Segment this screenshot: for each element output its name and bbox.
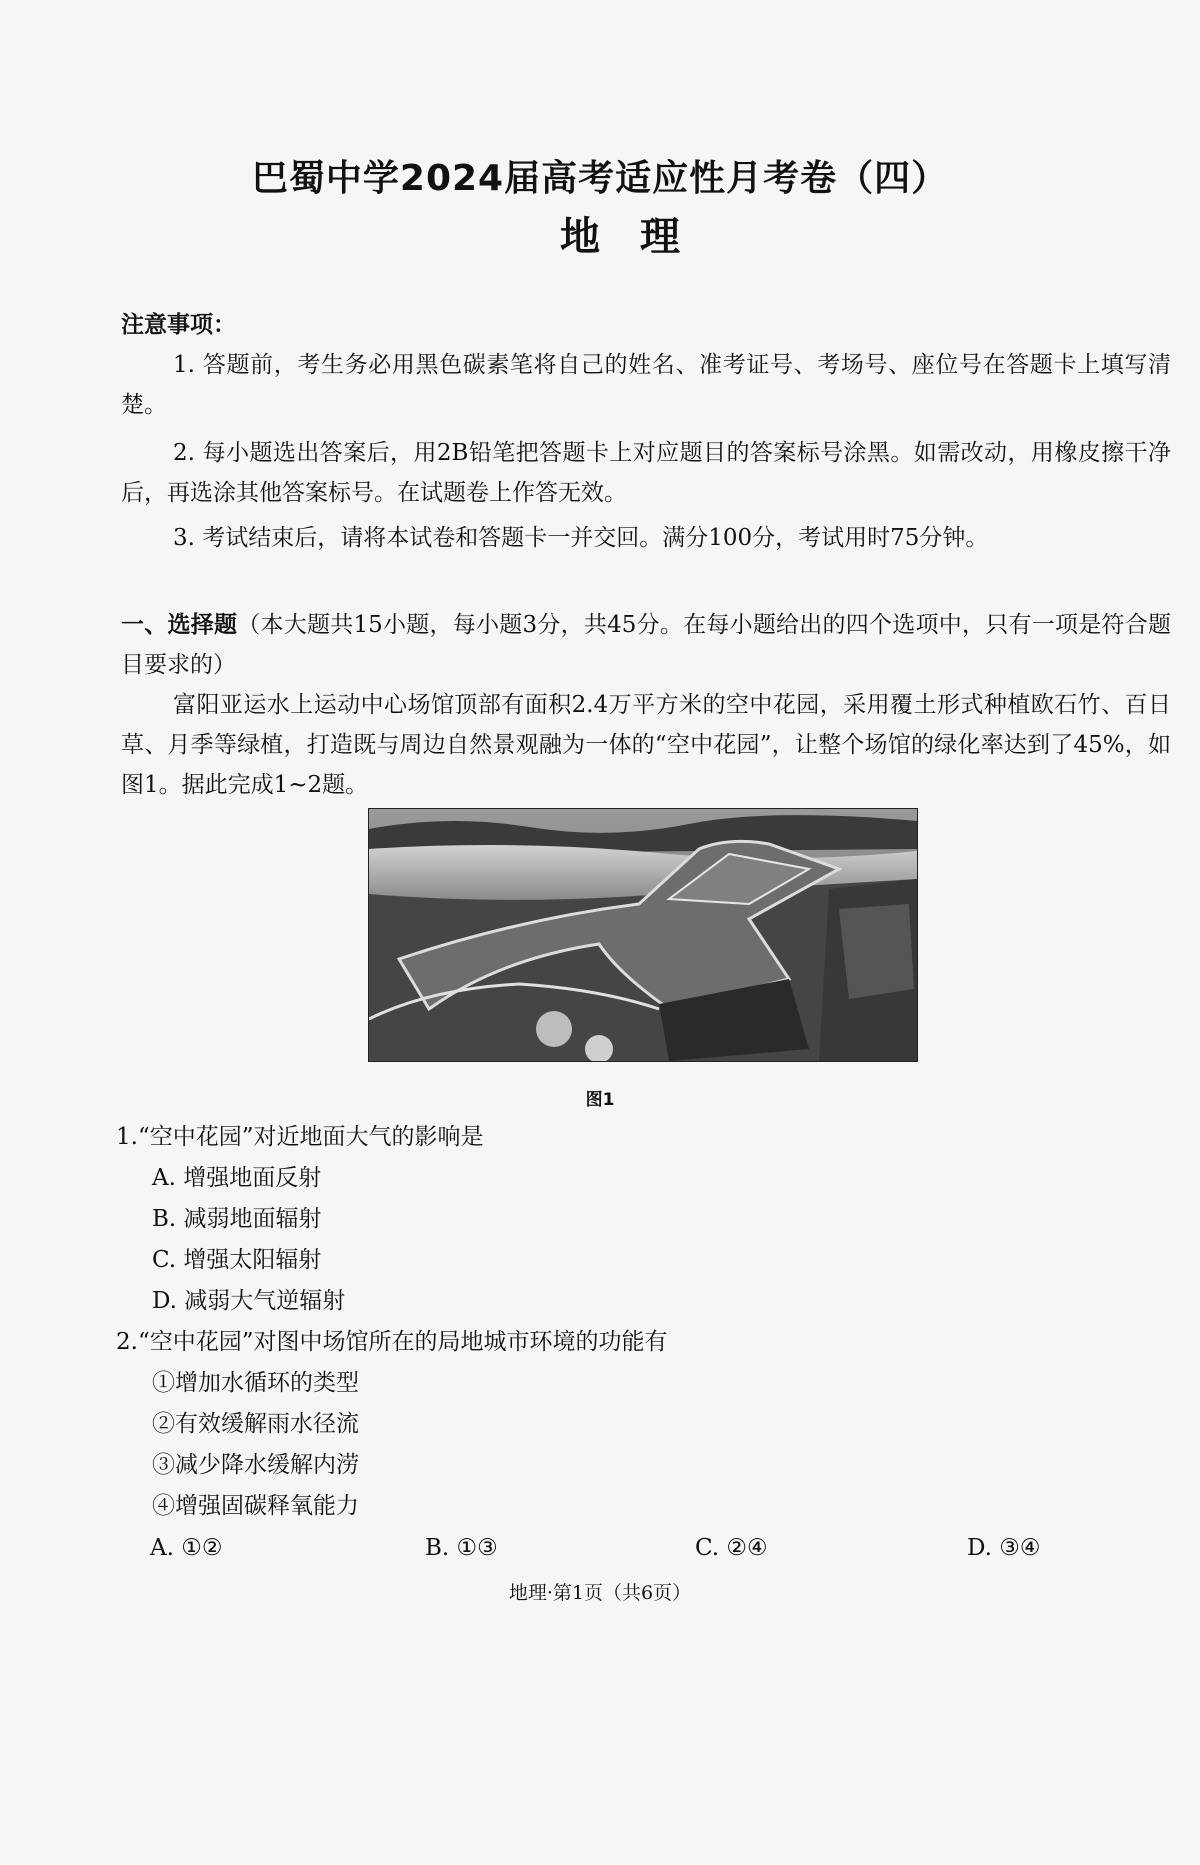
stadium-aerial-image [369, 809, 917, 1061]
question-2-option-a: A. ①② [150, 1535, 223, 1561]
passage-text: 富阳亚运水上运动中心场馆顶部有面积2.4万平方米的空中花园，采用覆土形式种植欧石竹、百日草、月季等绿植，打造既与周边自然景观融为一体的“空中花园”，让整个场馆的绿化率达到了45%，如图1。据此完成1~2题。 [121, 692, 1171, 798]
question-1-option-d: D. 减弱大气逆辐射 [152, 1288, 346, 1314]
section-instruction: （本大题共15小题，每小题3分，共45分。在每小题给出的四个选项中，只有一项是符合题目要求的） [121, 612, 1171, 678]
question-1-option-b: B. 减弱地面辐射 [152, 1206, 322, 1232]
question-2-statement-3: ③减少降水缓解内涝 [152, 1452, 359, 1478]
figure-photo [368, 808, 918, 1062]
notice-item-1: 1. 答题前，考生务必用黑色碳素笔将自己的姓名、准考证号、考场号、座位号在答题卡上填写清楚。 [121, 352, 1171, 418]
question-2-statement-2: ②有效缓解雨水径流 [152, 1411, 359, 1437]
question-2-option-c: C. ②④ [695, 1535, 768, 1561]
question-2-statement-4: ④增强固碳释氧能力 [152, 1493, 359, 1519]
figure-caption: 图1 [585, 1090, 615, 1110]
notice-heading: 注意事项： [121, 312, 236, 338]
question-2-stem: 2.“空中花园”对图中场馆所在的局地城市环境的功能有 [116, 1329, 668, 1355]
notice-item-2: 2. 每小题选出答案后，用2B铅笔把答题卡上对应题目的答案标号涂黑。如需改动，用橡皮擦干净后，再选涂其他答案标号。在试题卷上作答无效。 [121, 440, 1171, 506]
question-1-option-a: A. 增强地面反射 [152, 1165, 322, 1191]
page-footer: 地理·第1页（共6页） [508, 1582, 692, 1604]
section-intro [121, 605, 1171, 685]
section-heading: 一、选择题 [121, 612, 238, 638]
question-1-stem: 1.“空中花园”对近地面大气的影响是 [116, 1124, 484, 1150]
exam-title: 巴蜀中学2024届高考适应性月考卷（四） [251, 158, 949, 199]
question-1-option-c: C. 增强太阳辐射 [152, 1247, 322, 1273]
question-2-option-b: B. ①③ [425, 1535, 498, 1561]
question-2-option-d: D. ③④ [967, 1535, 1041, 1561]
notice-item-3: 3. 考试结束后，请将本试卷和答题卡一并交回。满分100分，考试用时75分钟。 [173, 525, 989, 551]
subject-title: 地理 [560, 214, 720, 260]
question-2-statement-1: ①增加水循环的类型 [152, 1370, 359, 1396]
